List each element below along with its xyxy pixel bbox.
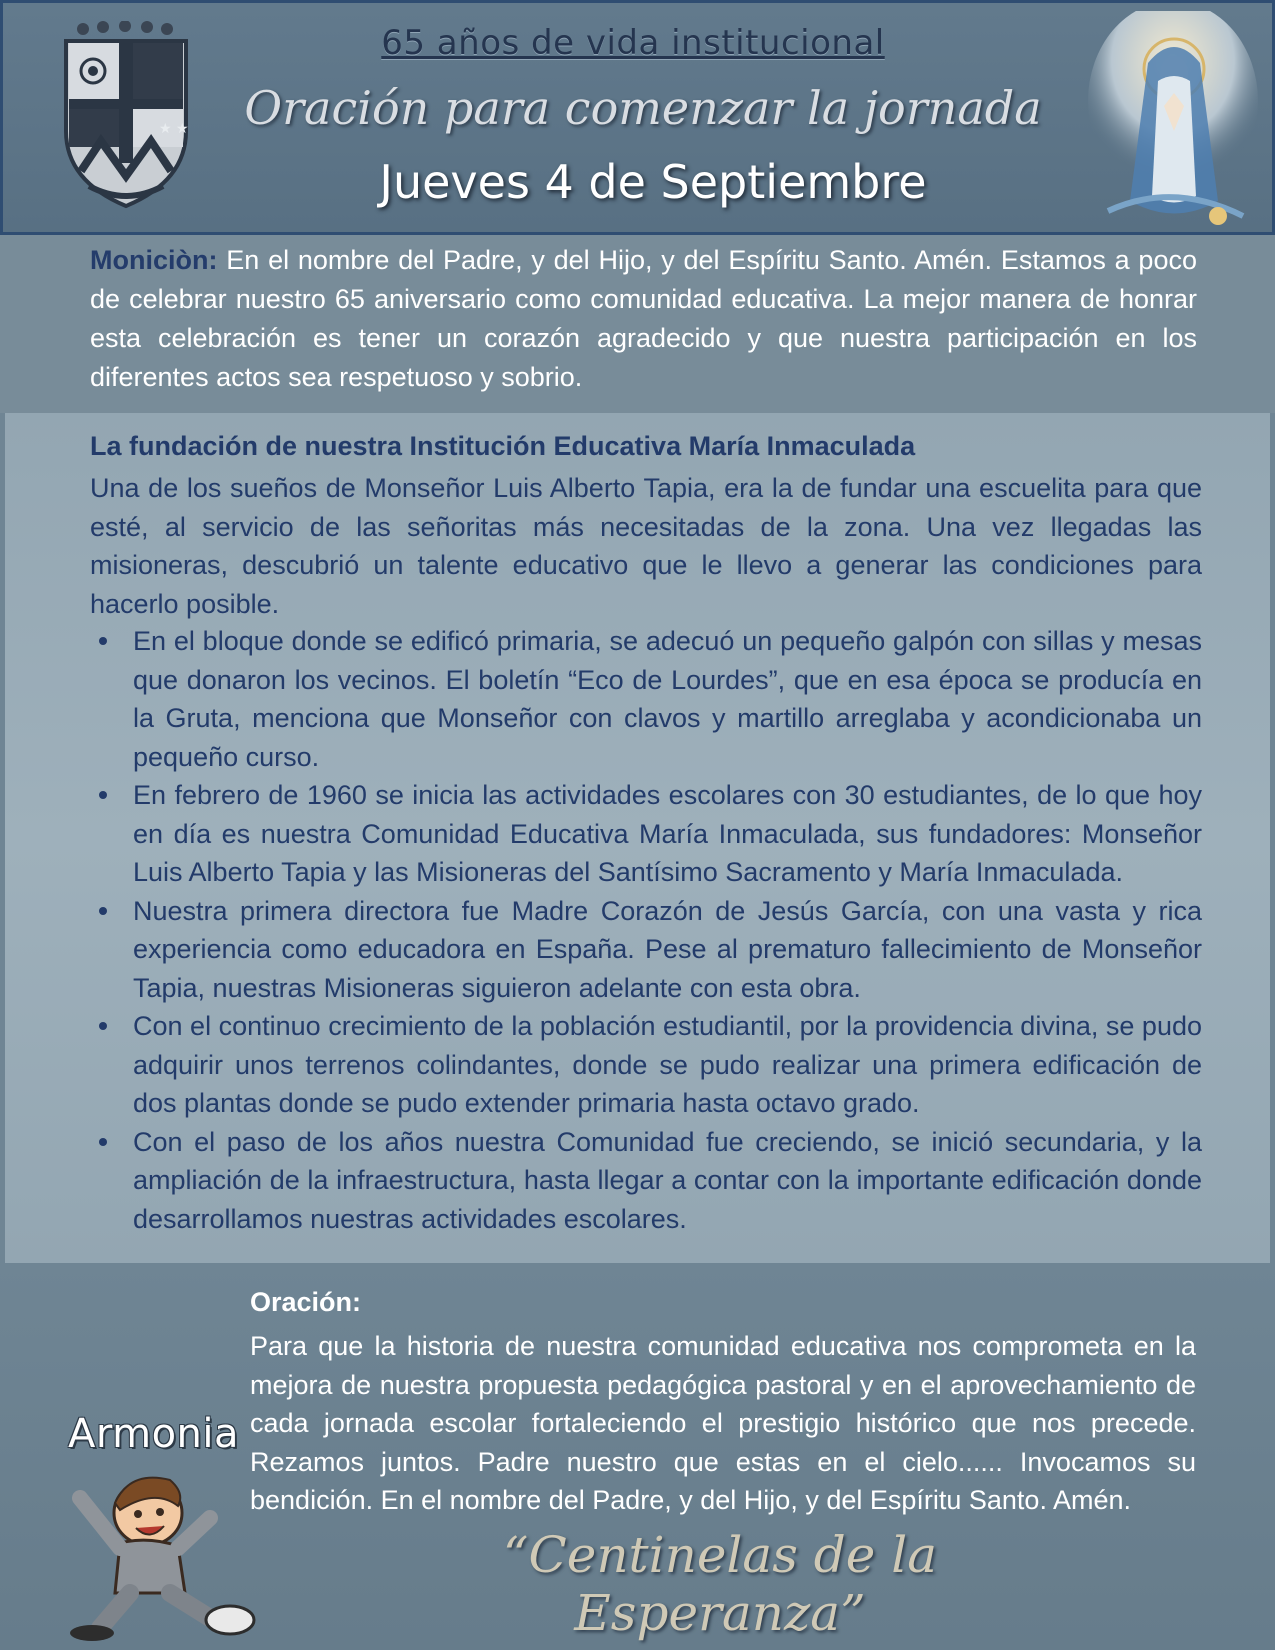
- prayer-section: [0, 1263, 1275, 1650]
- history-intro: Una de los sueños de Monseñor Luis Alberto Tapia, era la de fundar una escuelita para que esté, al servicio de las señoritas más necesitadas de la zona. Una vez llegadas las misioneras, descubrió un talente educativo que le llevo a generar las condiciones para hacerlo posible.: [90, 473, 1202, 619]
- bullet-text: Nuestra primera directora fue Madre Corazón de Jesús García, con una vasta y rica experiencia como educadora en España. Pese al prematuro fallecimiento de Monseñor Tapia, nuestras Misioneras siguieron adelante con esta obra.: [133, 895, 1202, 1003]
- bullet-icon: [99, 1022, 107, 1030]
- school-crest-icon: [61, 21, 191, 211]
- bullet-text: Con el continuo crecimiento de la población estudiantil, por la providencia divina, se pudo adquirir unos terrenos colindantes, donde se pudo realizar una primera edificación de dos plantas donde se pudo extender primaria hasta octavo grado.: [133, 1011, 1202, 1118]
- mascot-boy-icon: [60, 1458, 270, 1643]
- list-item: [90, 1007, 1202, 1123]
- history-bullet-list: [90, 622, 1202, 1238]
- bullet-icon: [99, 907, 107, 915]
- bullet-icon: [99, 1138, 107, 1146]
- list-item: [90, 776, 1202, 892]
- motto-text: “Centinelas de la Esperanza”: [502, 1526, 938, 1642]
- bullet-text: Con el paso de los años nuestra Comunidad fue creciendo, se inició secundaria, y la ampliación de la infraestructura, hasta llegar a contar con la importante edificación donde desarrollamos nuestras actividades escolares.: [133, 1126, 1202, 1234]
- history-title: La fundación de nuestra Institución Educativa María Inmaculada: [90, 431, 916, 461]
- monicion-text: En el nombre del Padre, y del Hijo, y del Espíritu Santo. Amén. Estamos a poco de celebrar nuestro 65 aniversario como comunidad educativa. La mejor manera de honrar esta celebración es tener un corazón agradecido y que nuestra participación en los diferentes actos sea respetuoso y sobrio.: [90, 245, 1197, 392]
- oracion-text: Para que la historia de nuestra comunidad educativa nos comprometa en la mejora de nuestra propuesta pedagógica pastoral y en el aprovechamiento de cada jornada escolar fortaleciendo el prestigio histórico que nos precede. Rezamos juntos. Padre nuestro que estas en el cielo...... Invocamos su bendición. En el nombre del Padre, y del Hijo, y del Espíritu Santo. Amén.: [250, 1331, 1196, 1515]
- anniversary-subtitle: 65 años de vida institucional: [381, 23, 885, 63]
- bullet-icon: [99, 637, 107, 645]
- list-item: [90, 1123, 1202, 1239]
- oracion-label: Oración:: [250, 1287, 362, 1317]
- list-item: [90, 892, 1202, 1008]
- bullet-text: En febrero de 1960 se inicia las actividades escolares con 30 estudiantes, de lo que hoy en día es nuestra Comunidad Educativa María Inmaculada, sus fundadores: Monseñor Luis Alberto Tapia y las Misioneras del Santísimo Sacramento y María Inmaculada.: [133, 780, 1202, 887]
- list-item: [90, 622, 1202, 776]
- date-heading: Jueves 4 de Septiembre: [379, 155, 927, 209]
- header-banner: [0, 0, 1275, 235]
- monicion-paragraph: [90, 241, 1197, 397]
- bullet-text: En el bloque donde se edificó primaria, se adecuó un pequeño galpón con sillas y mesas que donaron los vecinos. El boletín “Eco de Lourdes”, que en esa época se producía en la Gruta, menciona que Monseñor con clavos y martillo arreglaba y acondicionaba un pequeño curso.: [133, 626, 1202, 772]
- virgin-mary-image-icon: [1078, 11, 1268, 239]
- monicion-section: [0, 235, 1275, 413]
- monicion-label: Moniciòn:: [90, 245, 218, 275]
- mascot-label: Armonia: [68, 1411, 240, 1457]
- bullet-icon: [99, 791, 107, 799]
- history-section: [5, 413, 1270, 1263]
- page-title: Oración para comenzar la jornada: [244, 81, 1042, 135]
- svg-text:★ ★: ★ ★: [159, 121, 189, 137]
